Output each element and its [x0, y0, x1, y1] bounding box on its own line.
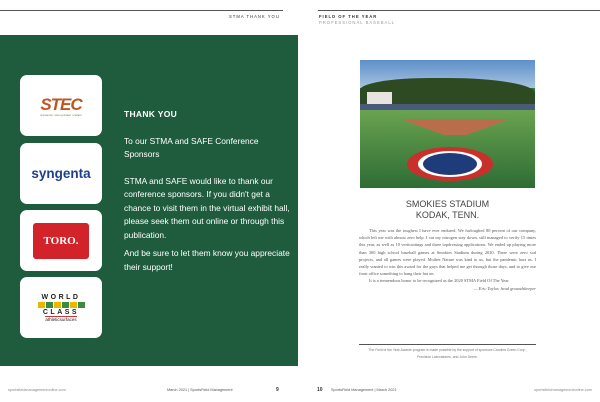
section-label-right: FIELD OF THE YEAR: [319, 14, 378, 19]
syngenta-wordmark: syngenta: [31, 166, 91, 181]
attribution: — Eric Taylor, head groundskeeper: [473, 285, 536, 291]
article-column: [359, 199, 536, 361]
sports-balls-icon: [38, 302, 85, 308]
smokies-logo: [423, 153, 477, 175]
testimonial-paragraph: This year was the toughest I have ever endured. We furloughed 80 percent of our company, which left me with almost zero help. I cut my nitrogen way down, still managed to verify 15 times this year, as well as 10 verticuttings and three topdressing applications. We ended up playing more than 300 high school baseball games at Smokies Stadium during 2020. There were zero sod projects, and all games were played. Mother Nature was kind to us, but the pandemic hurt us. I really wanted to win this award for the guys that helped me get through those days, and to give our front office something to hang their hat on.: [359, 228, 536, 277]
header-rule-right: [318, 10, 600, 11]
page-number-left: 9: [276, 387, 279, 393]
stadium-photo: [360, 60, 535, 188]
stadium-title: [359, 199, 536, 221]
thank-you-text: [124, 108, 294, 274]
world-class-line1: WORLD: [41, 293, 81, 301]
stadium-name: SMOKIES STADIUM: [405, 199, 490, 209]
footer-issue-right: SportsField Management | March 2021: [331, 388, 397, 392]
sponsor-logo-toro: [20, 210, 102, 271]
sponsor-note: The Field of the Year Awards program is made possible by the support of sponsors Carolina Green Corp., Precision Laboratories, and John Deere.: [368, 348, 527, 359]
footer-url-right[interactable]: sportsfieldmanagementonline.com: [534, 388, 592, 392]
sponsor-logo-world-class: [20, 277, 102, 338]
support-paragraph: And be sure to let them know you appreciate their support!: [124, 248, 290, 272]
sponsor-logo-stec: [20, 75, 102, 136]
intro-text: To our STMA and SAFE Conference Sponsors: [124, 135, 259, 159]
world-class-tagline: athleticsurfaces: [45, 316, 77, 322]
sponsor-panel: [0, 35, 298, 366]
section-label-left: STMA THANK YOU: [229, 14, 280, 19]
stec-wordmark: STEC: [40, 94, 82, 114]
header-rule-left: [0, 10, 283, 11]
honor-paragraph: It is a tremendous honor to be recognized as the 2020 STMA Field Of The Year.: [369, 278, 510, 284]
thank-you-paragraph: STMA and SAFE would like to thank our conference sponsors. If you didn't get a chance to visit them in the virtual exhibit hall, please seek them out online or through this publication.: [124, 175, 290, 240]
subsection-label: PROFESSIONAL BASEBALL: [319, 20, 396, 25]
caption-rule: [359, 344, 536, 345]
footer-issue-left: March 2021 | SportsField Management: [167, 388, 233, 392]
stec-tagline: SPECIALIZED TURF EQUIPMENT COMPANY: [40, 114, 82, 117]
footer-url-left[interactable]: sportsfieldmanagementonline.com: [8, 388, 66, 392]
sponsor-logo-syngenta: [20, 143, 102, 204]
page-number-right: 10: [317, 387, 323, 393]
thank-you-heading: THANK YOU: [124, 109, 178, 119]
world-class-line2: CLASS: [42, 308, 80, 316]
stadium-location: KODAK, TENN.: [415, 210, 480, 220]
toro-wordmark: TORO.: [33, 223, 89, 259]
